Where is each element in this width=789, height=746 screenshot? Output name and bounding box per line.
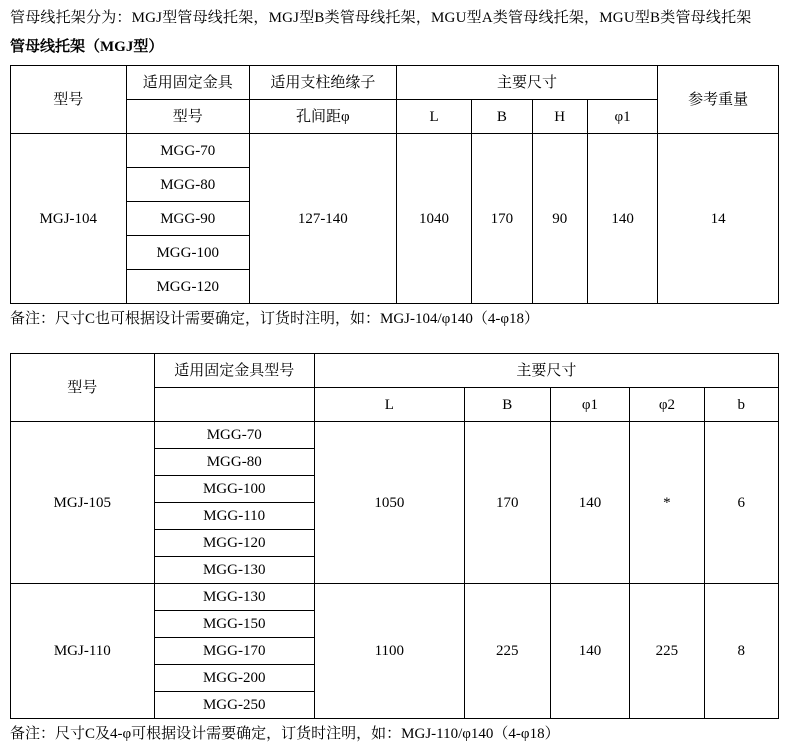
cell-b: 6: [704, 422, 778, 584]
cell-fitting: MGG-70: [154, 422, 314, 449]
cell-ref-weight: 14: [658, 134, 779, 304]
cell-L: 1100: [314, 584, 464, 719]
header-fitting: 适用固定金具型号: [154, 354, 314, 388]
cell-fitting: MGG-110: [154, 503, 314, 530]
cell-phi2: 225: [630, 584, 704, 719]
cell-hole-spacing: 127-140: [249, 134, 396, 304]
header-fitting-model-blank: [154, 388, 314, 422]
cell-fitting: MGG-80: [126, 168, 249, 202]
header-ref-weight: 参考重量: [658, 66, 779, 134]
table-mgj-104: [10, 65, 779, 304]
cell-model: MGJ-104: [11, 134, 127, 304]
header-model: 型号: [11, 66, 127, 134]
cell-fitting: MGG-130: [154, 557, 314, 584]
table1-note: 备注：尺寸C也可根据设计需要确定，订货时注明，如：MGJ-104/φ140（4-φ18）: [10, 311, 539, 327]
cell-fitting: MGG-150: [154, 611, 314, 638]
header-fitting-model: 型号: [126, 100, 249, 134]
header-phi2: φ2: [630, 388, 704, 422]
cell-fitting: MGG-80: [154, 449, 314, 476]
cell-phi1: 140: [550, 584, 629, 719]
cell-phi1: 140: [550, 422, 629, 584]
intro-paragraph: 管母线托架分为：MGJ型管母线托架，MGJ型B类管母线托架，MGU型A类管母线托架，MGU型B类管母线托架: [10, 10, 752, 26]
table1-header-row-1: [11, 66, 779, 100]
header-H: H: [532, 100, 587, 134]
table-row: [11, 584, 779, 611]
cell-fitting: MGG-250: [154, 692, 314, 719]
table-mgj-105-110: [10, 353, 779, 719]
cell-L: 1050: [314, 422, 464, 584]
cell-B: 225: [464, 584, 550, 719]
cell-fitting: MGG-120: [154, 530, 314, 557]
header-fitting: 适用固定金具: [126, 66, 249, 100]
cell-fitting: MGG-100: [154, 476, 314, 503]
header-phi1: φ1: [550, 388, 629, 422]
cell-fitting: MGG-170: [154, 638, 314, 665]
cell-fitting: MGG-70: [126, 134, 249, 168]
header-L: L: [314, 388, 464, 422]
cell-fitting: MGG-200: [154, 665, 314, 692]
cell-b: 8: [704, 584, 778, 719]
cell-B: 170: [472, 134, 532, 304]
cell-H: 90: [532, 134, 587, 304]
cell-fitting: MGG-90: [126, 202, 249, 236]
header-L: L: [396, 100, 471, 134]
header-main-dims: 主要尺寸: [396, 66, 657, 100]
cell-model: MGJ-110: [11, 584, 155, 719]
cell-fitting: MGG-100: [126, 236, 249, 270]
section-title: 管母线托架（MGJ型）: [10, 39, 164, 55]
spacer: [10, 331, 779, 353]
header-hole-spacing: 孔间距φ: [249, 100, 396, 134]
cell-L: 1040: [396, 134, 471, 304]
header-model: 型号: [11, 354, 155, 422]
table2-note: 备注：尺寸C及4-φ可根据设计需要确定，订货时注明，如：MGJ-110/φ140（4-φ18）: [10, 726, 560, 742]
cell-B: 170: [464, 422, 550, 584]
cell-fitting: MGG-120: [126, 270, 249, 304]
header-b: b: [704, 388, 778, 422]
table-row: [11, 134, 779, 168]
cell-phi1: 140: [587, 134, 657, 304]
cell-phi2: *: [630, 422, 704, 584]
header-phi1: φ1: [587, 100, 657, 134]
header-main-dims: 主要尺寸: [314, 354, 778, 388]
table-row: [11, 422, 779, 449]
cell-fitting: MGG-130: [154, 584, 314, 611]
header-B: B: [472, 100, 532, 134]
header-insulator: 适用支柱绝缘子: [249, 66, 396, 100]
cell-model: MGJ-105: [11, 422, 155, 584]
header-B: B: [464, 388, 550, 422]
table2-header-row-1: [11, 354, 779, 388]
